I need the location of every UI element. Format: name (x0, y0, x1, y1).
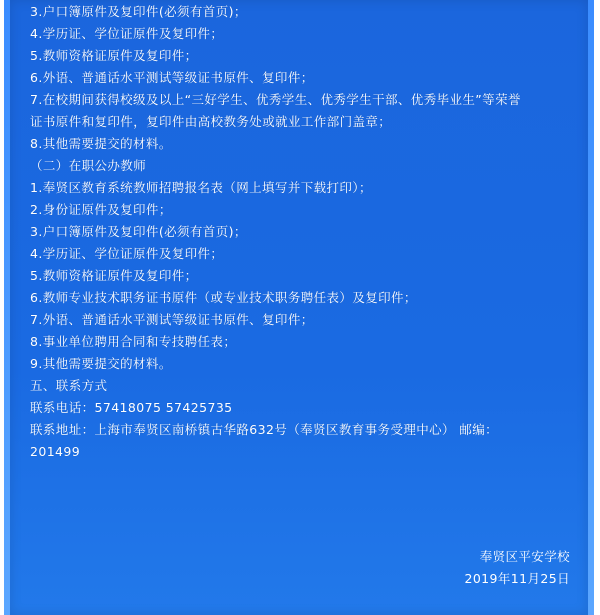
document-line: 5.教师资格证原件及复印件； (30, 268, 198, 283)
document-line: 9.其他需要提交的材料。 (30, 356, 172, 371)
document-line: 6.教师专业技术职务证书原件（或专业技术职务聘任表）及复印件； (30, 290, 417, 305)
contact-address: 联系地址：上海市奉贤区南桥镇古华路632号（奉贤区教育事务受理中心） 邮编： (30, 422, 499, 437)
document-line: 7.外语、普通话水平测试等级证书原件、复印件； (30, 312, 314, 327)
signature-date: 2019年11月25日 (464, 571, 570, 586)
right-border-stripe (588, 0, 594, 615)
document-line: 8.其他需要提交的材料。 (30, 136, 172, 151)
document-line: 5.教师资格证原件及复印件； (30, 48, 198, 63)
section-heading: （二）在职公办教师 (30, 158, 147, 173)
document-line: 2.身份证原件及复印件； (30, 202, 172, 217)
document-line: 3.户口簿原件及复印件(必须有首页)； (30, 224, 247, 239)
document-line: 证书原件和复印件，复印件由高校教务处或就业工作部门盖章； (30, 114, 392, 129)
signature-organization: 奉贤区平安学校 (479, 549, 570, 564)
contact-phone: 联系电话：57418075 57425735 (30, 400, 233, 415)
document-line: 4.学历证、学位证原件及复印件； (30, 246, 224, 261)
postal-code: 201499 (30, 444, 81, 459)
document-line: 8.事业单位聘用合同和专技聘任表； (30, 334, 237, 349)
document-line: 1.奉贤区教育系统教师招聘报名表（网上填写并下载打印）； (30, 180, 372, 195)
document-line: 3.户口簿原件及复印件(必须有首页)； (30, 4, 247, 19)
document-line: 7.在校期间获得校级及以上“三好学生、优秀学生、优秀学生干部、优秀毕业生”等荣誉 (30, 92, 521, 107)
document-line: 4.学历证、学位证原件及复印件； (30, 26, 224, 41)
document-line: 6.外语、普通话水平测试等级证书原件、复印件； (30, 70, 314, 85)
section-heading: 五、联系方式 (30, 378, 108, 393)
